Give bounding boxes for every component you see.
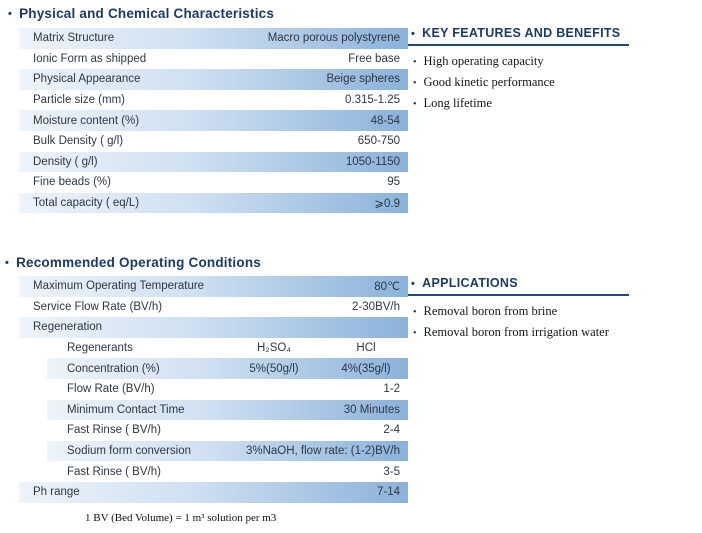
bullet-icon: • xyxy=(411,278,416,290)
row-value: 3-5 xyxy=(383,465,400,478)
table-row xyxy=(47,420,408,441)
table-row xyxy=(47,358,408,379)
row-label: Density ( g/l) xyxy=(33,155,98,168)
row-value: 95 xyxy=(387,176,400,189)
list-item xyxy=(408,304,629,325)
row-value: 48-54 xyxy=(370,114,400,127)
table-row xyxy=(19,172,408,193)
row-value: 2-30BV/h xyxy=(352,300,400,313)
bullet-icon: • xyxy=(5,257,10,269)
list-item xyxy=(408,96,629,117)
side-title-text: KEY FEATURES AND BENEFITS xyxy=(422,26,621,40)
bullet-icon: • xyxy=(413,307,417,318)
row-label: Fast Rinse ( BV/h) xyxy=(67,465,161,478)
table-row xyxy=(47,400,408,421)
list-item xyxy=(408,75,629,96)
operating-conditions-table xyxy=(19,276,408,503)
row-value: 7-14 xyxy=(376,486,400,499)
list-item xyxy=(408,54,629,75)
row-value: 2-4 xyxy=(383,424,400,437)
row-label: Regenerants xyxy=(67,342,133,355)
section-title: Physical and Chemical Characteristics xyxy=(19,6,275,21)
section-operating-heading xyxy=(5,255,261,270)
table-row xyxy=(19,297,408,318)
side-title-text: APPLICATIONS xyxy=(422,276,518,290)
applications-list xyxy=(408,304,629,346)
bullet-icon: • xyxy=(8,8,13,20)
row-label: Service Flow Rate (BV/h) xyxy=(33,300,163,313)
row-label: Ph range xyxy=(33,486,80,499)
row-label: Flow Rate (BV/h) xyxy=(67,383,155,396)
row-value: Beige spheres xyxy=(326,73,400,86)
row-value: 80℃ xyxy=(374,281,400,294)
table-row xyxy=(19,69,408,90)
row-value-col1: H₂SO₄ xyxy=(256,342,292,355)
row-value-col2: HCl xyxy=(356,342,376,355)
row-value-col1: 5%(50g/l) xyxy=(249,362,299,375)
row-label: Minimum Contact Time xyxy=(67,403,185,416)
key-features-block xyxy=(408,26,629,117)
bullet-icon: • xyxy=(413,99,417,110)
row-label: Fine beads (%) xyxy=(33,176,111,189)
row-label: Physical Appearance xyxy=(33,73,141,86)
table-row xyxy=(47,461,408,482)
row-value: 1-2 xyxy=(383,383,400,396)
row-label: Particle size (mm) xyxy=(33,94,126,107)
bullet-icon: • xyxy=(413,78,417,89)
bullet-icon: • xyxy=(413,328,417,339)
row-label: Matrix Structure xyxy=(33,32,115,45)
table-row xyxy=(47,379,408,400)
table-row xyxy=(19,482,408,503)
list-item-text: High operating capacity xyxy=(423,54,544,68)
bullet-icon: • xyxy=(411,28,416,40)
key-features-list xyxy=(408,54,629,117)
table-row xyxy=(19,317,408,338)
table-row xyxy=(47,338,408,359)
table-row xyxy=(19,193,408,214)
row-value: Free base xyxy=(348,52,400,65)
physical-characteristics-table xyxy=(19,28,408,213)
table-row xyxy=(19,49,408,70)
applications-block xyxy=(408,276,629,346)
section-title: Recommended Operating Conditions xyxy=(16,255,261,270)
list-item-text: Removal boron from irrigation water xyxy=(423,325,609,339)
row-label: Sodium form conversion xyxy=(67,445,191,458)
row-value: Macro porous polystyrene xyxy=(267,32,400,45)
row-value: 3%NaOH, flow rate: (1-2)BV/h xyxy=(245,445,400,458)
row-label: Bulk Density ( g/l) xyxy=(33,135,124,148)
list-item-text: Removal boron from brine xyxy=(423,304,558,318)
bullet-icon: • xyxy=(413,57,417,68)
table-row xyxy=(19,152,408,173)
section-physical-heading xyxy=(8,6,274,21)
row-value: 650-750 xyxy=(357,135,400,148)
row-label: Moisture content (%) xyxy=(33,114,140,127)
bed-volume-footnote: 1 BV (Bed Volume) = 1 m³ solution per m3 xyxy=(85,512,277,524)
table-row xyxy=(19,131,408,152)
table-row xyxy=(19,90,408,111)
row-value: 0.315-1.25 xyxy=(345,94,400,107)
list-item-text: Good kinetic performance xyxy=(423,75,555,89)
row-label: Total capacity ( eq/L) xyxy=(33,197,140,210)
list-item xyxy=(408,325,629,346)
row-value-col2: 4%(35g/l) xyxy=(341,362,391,375)
table-row xyxy=(19,28,408,49)
row-label: Fast Rinse ( BV/h) xyxy=(67,424,161,437)
applications-heading xyxy=(408,276,629,296)
table-row xyxy=(19,276,408,297)
row-value: ⩾0.9 xyxy=(374,198,400,211)
table-row xyxy=(47,441,408,462)
table-row xyxy=(19,110,408,131)
row-value: 30 Minutes xyxy=(343,403,400,416)
row-label: Regeneration xyxy=(33,321,103,334)
key-features-heading xyxy=(408,26,629,46)
row-label: Concentration (%) xyxy=(67,362,160,375)
row-label: Ionic Form as shipped xyxy=(33,52,147,65)
row-label: Maximum Operating Temperature xyxy=(33,280,205,293)
list-item-text: Long lifetime xyxy=(423,96,492,110)
row-value: 1050-1150 xyxy=(345,155,400,168)
